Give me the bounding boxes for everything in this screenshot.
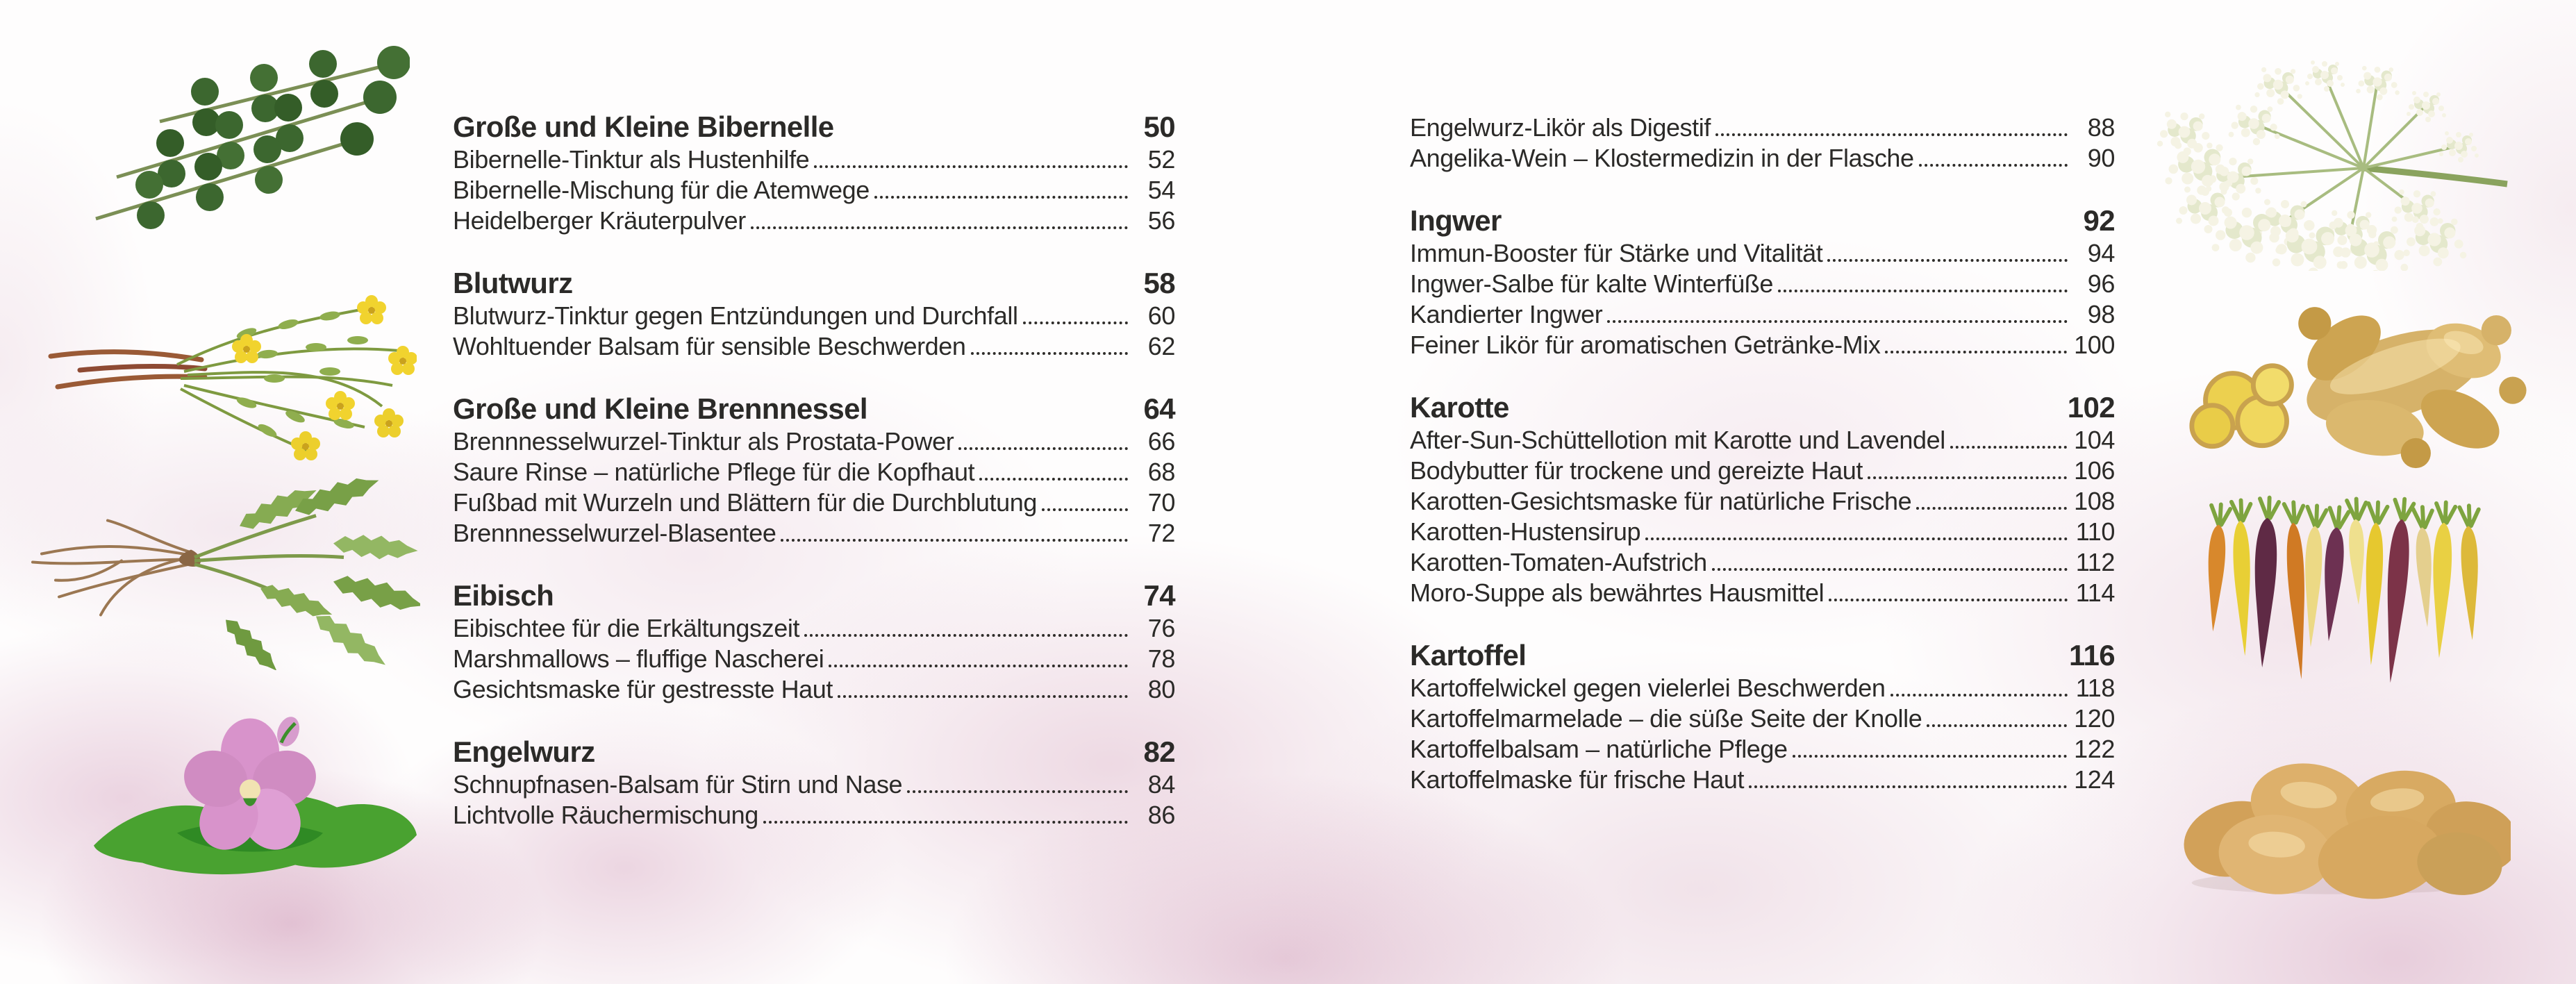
toc-entry [1410, 701, 2115, 731]
toc-section-title: Kartoffel [1410, 639, 1527, 672]
toc-section-page-number: 82 [1143, 735, 1175, 768]
toc-section [453, 110, 1175, 233]
toc-section [453, 266, 1175, 359]
brennnessel-plant-image [17, 476, 420, 670]
toc-entry-page-number: 98 [2087, 300, 2115, 328]
toc-entry [453, 298, 1175, 328]
toc-entry [1410, 422, 2115, 453]
dot-leader [1042, 508, 1128, 511]
toc-section-heading [1410, 390, 2115, 422]
toc-entry-title: Brennnesselwurzel-Blasentee [453, 519, 776, 547]
toc-entry [453, 328, 1175, 359]
toc-entry-page-number: 76 [1147, 614, 1175, 642]
toc-left-column [453, 110, 1175, 828]
dot-leader [1919, 164, 2068, 167]
toc-right-column [1410, 110, 2115, 792]
toc-section-title: Karotte [1410, 391, 1509, 424]
toc-entry-title: Kandierter Ingwer [1410, 300, 1603, 328]
toc-section-page-number: 58 [1143, 267, 1175, 299]
toc-entry-title: Kartoffelbalsam – natürliche Pflege [1410, 735, 1788, 763]
toc-entry [453, 485, 1175, 515]
ginger-root-image [2167, 274, 2528, 476]
toc-entry-page-number: 110 [2075, 517, 2115, 546]
dot-leader [814, 165, 1128, 168]
toc-section-heading [453, 110, 1175, 142]
dot-leader [1778, 290, 2068, 292]
toc-entry [1410, 544, 2115, 575]
dot-leader [838, 695, 1128, 698]
toc-section-heading [1410, 638, 2115, 670]
toc-section-title: Große und Kleine Brennnessel [453, 392, 867, 425]
dot-leader [1715, 133, 2068, 136]
toc-entry-title: After-Sun-Schüttellotion mit Karotte und Lavendel [1410, 426, 1945, 454]
toc-entry-page-number: 78 [1147, 644, 1175, 673]
carrots-illustration [2198, 483, 2497, 722]
potatoes-image [2170, 733, 2511, 906]
toc-entry [1410, 453, 2115, 483]
toc-section [1410, 390, 2115, 606]
toc-entry-page-number: 88 [2087, 113, 2115, 142]
toc-entry-page-number: 100 [2074, 331, 2115, 359]
toc-entry [453, 797, 1175, 828]
dot-leader [1891, 694, 2068, 697]
toc-entry [1410, 731, 2115, 762]
dot-leader [1645, 537, 2068, 540]
toc-entry [453, 454, 1175, 485]
toc-entry [453, 515, 1175, 546]
toc-entry-title: Fußbad mit Wurzeln und Blättern für die Durchblutung [453, 488, 1037, 517]
toc-entry-title: Karotten-Hustensirup [1410, 517, 1641, 546]
toc-entry-page-number: 112 [2075, 548, 2115, 576]
dot-leader [1749, 785, 2067, 788]
toc-entry [453, 610, 1175, 641]
toc-section [453, 735, 1175, 828]
toc-entry-title: Kartoffelwickel gegen vielerlei Beschwerden [1410, 674, 1886, 702]
toc-entry-title: Wohltuender Balsam für sensible Beschwerden [453, 332, 966, 360]
dot-leader [763, 821, 1128, 824]
toc-section [1410, 638, 2115, 792]
dot-leader [1885, 351, 2067, 353]
dot-leader [781, 539, 1128, 542]
toc-entry-title: Blutwurz-Tinktur gegen Entzündungen und Durchfall [453, 301, 1018, 330]
toc-section [453, 578, 1175, 702]
angelica-umbel-image [2143, 42, 2511, 271]
toc-entry-page-number: 94 [2087, 239, 2115, 267]
malve-flower-image [73, 684, 434, 906]
toc-section [1410, 110, 2115, 171]
toc-entry-title: Immun-Booster für Stärke und Vitalität [1410, 239, 1823, 267]
dot-leader [1829, 599, 2068, 601]
toc-entry [1410, 327, 2115, 358]
toc-entry-page-number: 84 [1147, 770, 1175, 799]
toc-section-page-number: 74 [1143, 579, 1175, 612]
toc-entry [1410, 575, 2115, 606]
dot-leader [1712, 568, 2068, 571]
toc-section-page-number: 64 [1143, 392, 1175, 425]
toc-section-title: Eibisch [453, 579, 554, 612]
toc-section-page-number: 102 [2067, 391, 2115, 424]
dot-leader [804, 634, 1128, 637]
dot-leader [958, 447, 1128, 450]
toc-entry-page-number: 114 [2075, 578, 2115, 607]
toc-entry [1410, 235, 2115, 266]
toc-entry-page-number: 52 [1147, 145, 1175, 174]
toc-entry-page-number: 108 [2074, 487, 2115, 515]
dot-leader [1023, 322, 1128, 324]
toc-entry-page-number: 122 [2074, 735, 2115, 763]
dot-leader [1793, 755, 2067, 758]
toc-entry [453, 672, 1175, 702]
toc-entry-title: Kartoffelmaske für frische Haut [1410, 765, 1745, 794]
toc-entry-page-number: 54 [1147, 176, 1175, 204]
dot-leader [751, 226, 1128, 229]
angelica-illustration [2143, 42, 2511, 271]
toc-entry [453, 172, 1175, 203]
toc-entry-page-number: 120 [2074, 704, 2115, 733]
toc-entry-title: Bibernelle-Tinktur als Hustenhilfe [453, 145, 810, 174]
dot-leader [1607, 320, 2068, 323]
toc-entry-page-number: 66 [1147, 427, 1175, 456]
toc-entry-page-number: 68 [1147, 458, 1175, 486]
ginger-illustration [2167, 274, 2528, 476]
toc-section-title: Engelwurz [453, 735, 595, 768]
toc-entry [453, 641, 1175, 672]
dot-leader [829, 665, 1128, 667]
toc-entry-title: Bibernelle-Mischung für die Atemwege [453, 176, 870, 204]
toc-section-page-number: 116 [2069, 639, 2115, 672]
toc-entry [1410, 297, 2115, 327]
toc-entry-page-number: 118 [2075, 674, 2115, 702]
potatoes-illustration [2170, 733, 2511, 906]
toc-section-heading [453, 735, 1175, 767]
toc-entry-page-number: 86 [1147, 801, 1175, 829]
toc-entry-page-number: 62 [1147, 332, 1175, 360]
bibernelle-sprig-illustration [56, 35, 410, 243]
brennnessel-illustration [17, 476, 420, 670]
toc-entry-page-number: 106 [2074, 456, 2115, 485]
toc-entry [453, 767, 1175, 797]
toc-entry-title: Eibischtee für die Erkältungszeit [453, 614, 800, 642]
toc-entry-title: Ingwer-Salbe für kalte Winterfüße [1410, 269, 1774, 298]
toc-entry-page-number: 56 [1147, 206, 1175, 235]
dot-leader [971, 352, 1128, 355]
toc-entry-title: Engelwurz-Likör als Digestif [1410, 113, 1711, 142]
toc-entry-page-number: 70 [1147, 488, 1175, 517]
dot-leader [1927, 724, 2067, 727]
dot-leader [1916, 507, 2067, 510]
toc-entry-title: Karotten-Tomaten-Aufstrich [1410, 548, 1707, 576]
dot-leader [1950, 446, 2067, 449]
toc-entry [1410, 110, 2115, 140]
toc-entry [453, 424, 1175, 454]
toc-entry-title: Heidelberger Kräuterpulver [453, 206, 746, 235]
toc-entry-title: Brennnesselwurzel-Tinktur als Prostata-Power [453, 427, 954, 456]
toc-entry [1410, 266, 2115, 297]
toc-entry-page-number: 80 [1147, 675, 1175, 703]
dot-leader [874, 196, 1128, 199]
toc-entry-page-number: 72 [1147, 519, 1175, 547]
blutwurz-illustration [38, 267, 417, 472]
toc-entry-page-number: 104 [2074, 426, 2115, 454]
malve-illustration [73, 684, 434, 906]
toc-entry-title: Bodybutter für trockene und gereizte Haut [1410, 456, 1863, 485]
toc-section-heading [1410, 203, 2115, 235]
toc-entry [1410, 483, 2115, 514]
carrots-image [2198, 483, 2497, 722]
toc-section [453, 392, 1175, 546]
toc-entry-title: Saure Rinse – natürliche Pflege für die Kopfhaut [453, 458, 975, 486]
toc-entry-page-number: 60 [1147, 301, 1175, 330]
toc-entry-title: Kartoffelmarmelade – die süße Seite der Knolle [1410, 704, 1922, 733]
toc-section-title: Blutwurz [453, 267, 573, 299]
toc-entry-title: Schnupfnasen-Balsam für Stirn und Nase [453, 770, 903, 799]
dot-leader [979, 478, 1128, 481]
blutwurz-plant-image [38, 267, 417, 472]
toc-section-page-number: 92 [2083, 204, 2115, 237]
toc-section-heading [453, 578, 1175, 610]
toc-section-page-number: 50 [1143, 110, 1175, 143]
toc-section [1410, 203, 2115, 358]
toc-entry-title: Angelika-Wein – Klostermedizin in der Flasche [1410, 144, 1914, 172]
toc-section-heading [453, 266, 1175, 298]
toc-entry-title: Lichtvolle Räuchermischung [453, 801, 758, 829]
toc-entry-page-number: 90 [2087, 144, 2115, 172]
toc-section-title: Ingwer [1410, 204, 1502, 237]
toc-entry [1410, 670, 2115, 701]
toc-section-heading [453, 392, 1175, 424]
bibernelle-plant-image [56, 35, 410, 243]
toc-entry-title: Gesichtsmaske für gestresste Haut [453, 675, 833, 703]
toc-entry [453, 203, 1175, 233]
toc-entry-page-number: 124 [2074, 765, 2115, 794]
toc-entry-title: Marshmallows – fluffige Nascherei [453, 644, 824, 673]
toc-entry [1410, 140, 2115, 171]
toc-section-title: Große und Kleine Bibernelle [453, 110, 834, 143]
toc-entry [1410, 762, 2115, 792]
toc-entry [1410, 514, 2115, 544]
dot-leader [1868, 476, 2067, 479]
toc-entry-title: Moro-Suppe als bewährtes Hausmittel [1410, 578, 1825, 607]
toc-entry-title: Feiner Likör für aromatischen Getränke-Mix [1410, 331, 1881, 359]
toc-entry-page-number: 96 [2087, 269, 2115, 298]
dot-leader [1827, 259, 2068, 262]
toc-entry [453, 142, 1175, 172]
dot-leader [907, 790, 1128, 793]
toc-entry-title: Karotten-Gesichtsmaske für natürliche Frische [1410, 487, 1912, 515]
